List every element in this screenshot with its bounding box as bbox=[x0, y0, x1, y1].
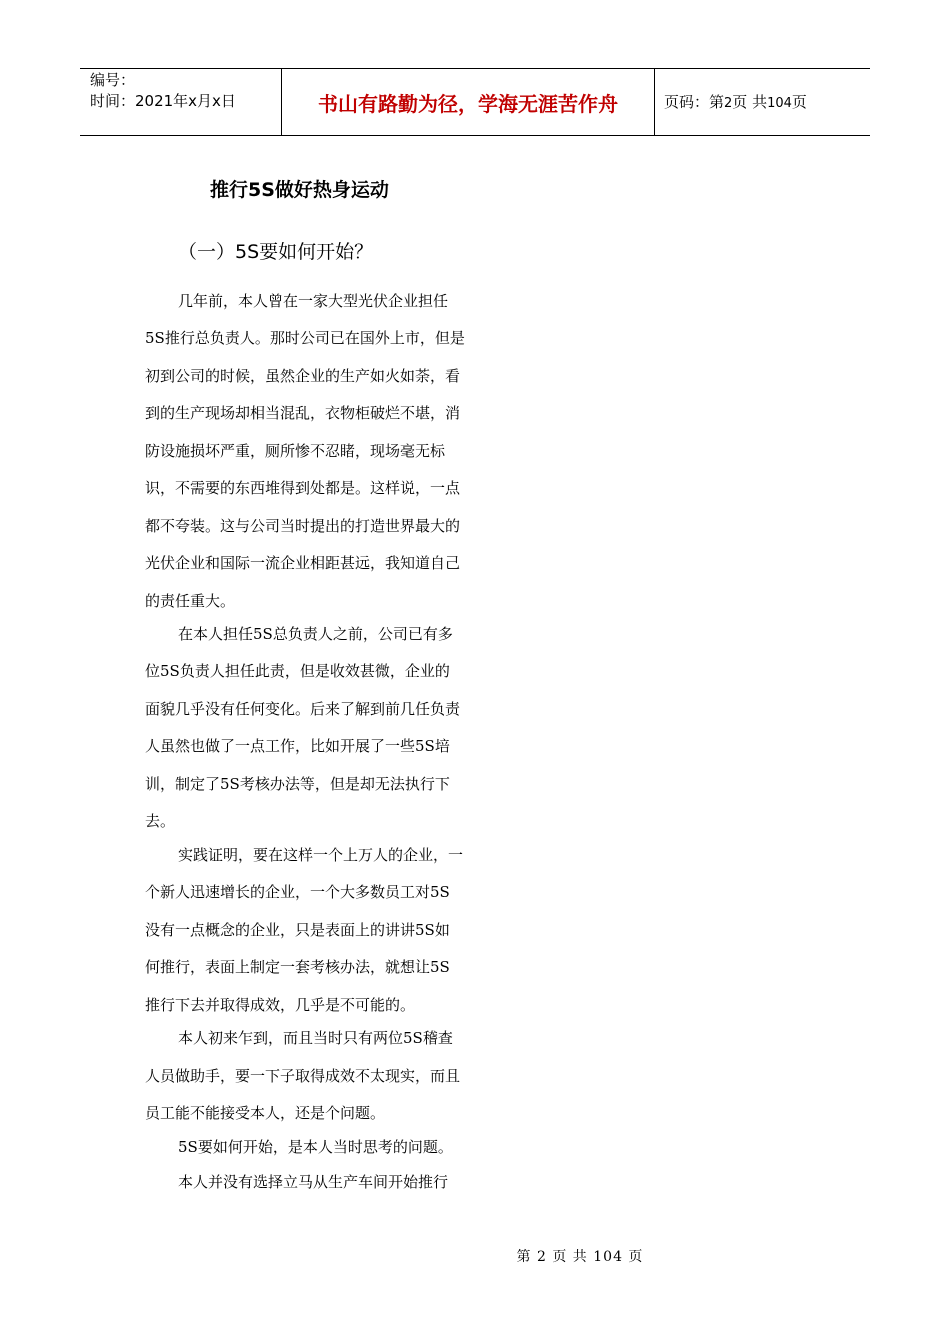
body-line: 面貌几乎没有任何变化。后来了解到前几任负责 bbox=[145, 700, 461, 718]
body-line: 都不夸装。这与公司当时提出的打造世界最大的 bbox=[145, 517, 461, 535]
body-line: 实践证明，要在这样一个上万人的企业，一 bbox=[178, 846, 464, 864]
body-line: 何推行，表面上制定一套考核办法，就想让5S bbox=[145, 958, 450, 976]
page-number: 2 bbox=[724, 96, 733, 111]
body-line: 光伏企业和国际一流企业相距甚远，我知道自己 bbox=[145, 554, 461, 572]
header-page-info bbox=[664, 92, 807, 114]
body-line: 本人初来乍到，而且当时只有两位5S稽查 bbox=[178, 1029, 453, 1047]
page-footer: 第 2 页 共 104 页 bbox=[516, 1249, 644, 1265]
body-line: 5S要如何开始，是本人当时思考的问题。 bbox=[178, 1138, 453, 1156]
total-pages: 104 bbox=[767, 96, 792, 111]
body-line: 到的生产现场却相当混乱，衣物柜破烂不堪，消 bbox=[145, 404, 461, 422]
body-line: 个新人迅速增长的企业，一个大多数员工对5S bbox=[145, 883, 450, 901]
header-meta bbox=[90, 70, 236, 112]
body-line: 员工能不能接受本人，还是个问题。 bbox=[145, 1104, 386, 1122]
body-line: 在本人担任5S总负责人之前，公司已有多 bbox=[178, 625, 453, 643]
time-label: 时间：2021年x月x日 bbox=[90, 92, 236, 110]
body-line: 训，制定了5S考核办法等，但是却无法执行下 bbox=[145, 775, 450, 793]
body-line: 去。 bbox=[145, 812, 176, 830]
page-prefix: 页码：第 bbox=[664, 93, 725, 111]
body-line: 防设施损坏严重，厕所惨不忍睹，现场毫无标 bbox=[145, 442, 446, 460]
body-line: 位5S负责人担任此责，但是收效甚微，企业的 bbox=[145, 662, 450, 680]
body-line: 几年前，本人曾在一家大型光伏企业担任 bbox=[178, 292, 449, 310]
header-motto: 书山有路勤为径，学海无涯苦作舟 bbox=[318, 91, 618, 116]
section-heading: （一）5S要如何开始？ bbox=[178, 241, 374, 263]
body-line: 的责任重大。 bbox=[145, 592, 236, 610]
body-line: 人员做助手，要一下子取得成效不太现实，而且 bbox=[145, 1067, 461, 1085]
page-mid: 页 共 bbox=[732, 93, 768, 111]
serial-number-label: 编号： bbox=[90, 71, 136, 89]
page-suffix: 页 bbox=[791, 93, 807, 111]
body-line: 识，不需要的东西堆得到处都是。这样说，一点 bbox=[145, 479, 461, 497]
body-line: 人虽然也做了一点工作，比如开展了一些5S培 bbox=[145, 737, 450, 755]
body-line: 初到公司的时候，虽然企业的生产如火如荼，看 bbox=[145, 367, 461, 385]
body-line: 推行下去并取得成效，几乎是不可能的。 bbox=[145, 996, 416, 1014]
body-line: 本人并没有选择立马从生产车间开始推行 bbox=[178, 1173, 449, 1191]
body-line: 5S推行总负责人。那时公司已在国外上市，但是 bbox=[145, 329, 465, 347]
body-line: 没有一点概念的企业，只是表面上的讲讲5S如 bbox=[145, 921, 450, 939]
header-divider-right bbox=[654, 68, 655, 136]
document-title: 推行5S做好热身运动 bbox=[210, 179, 389, 201]
